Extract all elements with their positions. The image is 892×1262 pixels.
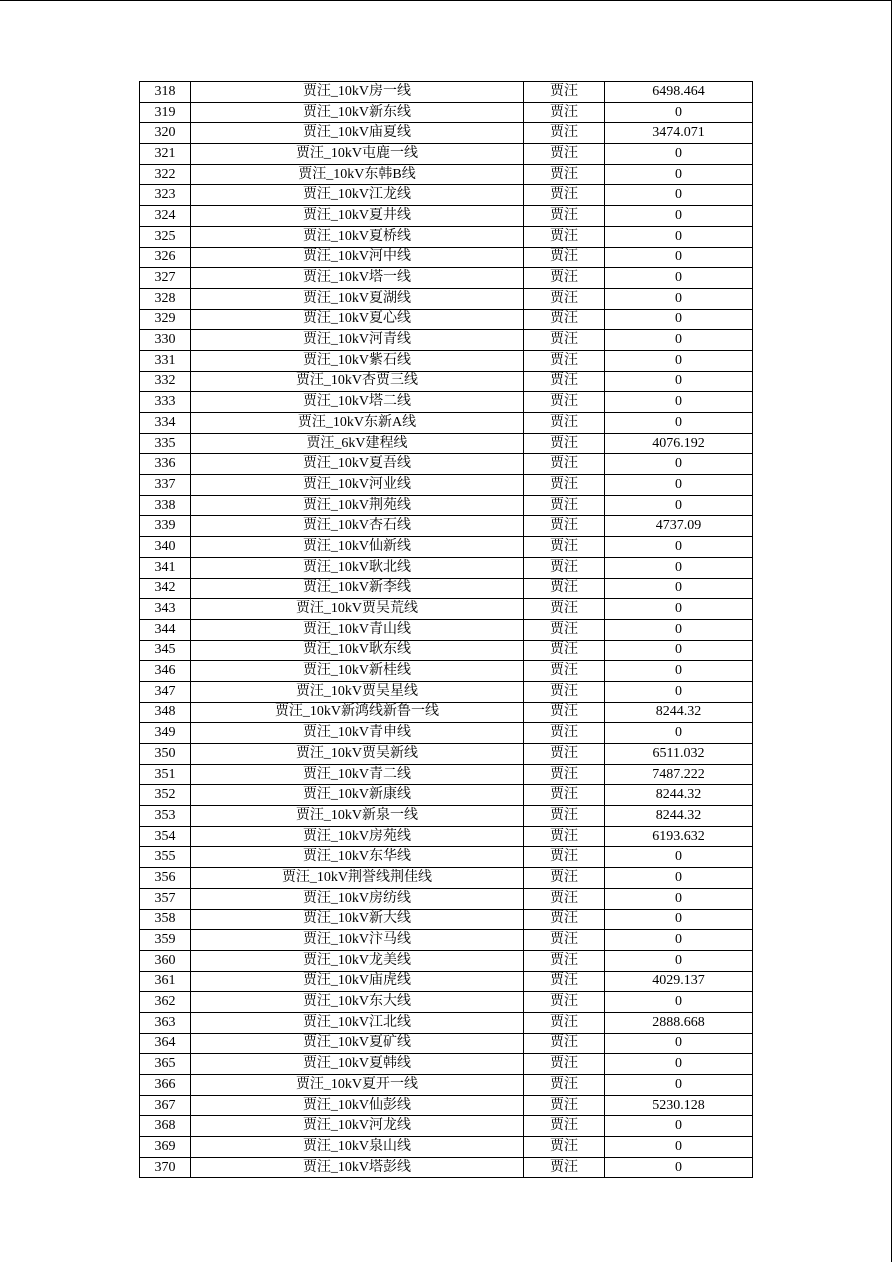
row-number-cell: 356 bbox=[140, 868, 191, 889]
line-name-cell: 贾汪_10kV汴马线 bbox=[191, 930, 524, 951]
row-number-cell: 345 bbox=[140, 640, 191, 661]
row-number-cell: 332 bbox=[140, 371, 191, 392]
table-row bbox=[140, 971, 753, 992]
value-cell: 0 bbox=[605, 185, 753, 206]
row-number-cell: 364 bbox=[140, 1033, 191, 1054]
feeder-table-body bbox=[140, 82, 753, 1178]
row-number-cell: 344 bbox=[140, 619, 191, 640]
table-row bbox=[140, 578, 753, 599]
value-cell: 8244.32 bbox=[605, 702, 753, 723]
line-name-cell: 贾汪_10kV河中线 bbox=[191, 247, 524, 268]
value-cell: 0 bbox=[605, 1033, 753, 1054]
value-cell: 0 bbox=[605, 371, 753, 392]
line-name-cell: 贾汪_10kV杏石线 bbox=[191, 516, 524, 537]
row-number-cell: 339 bbox=[140, 516, 191, 537]
table-row bbox=[140, 744, 753, 765]
station-cell: 贾汪 bbox=[524, 185, 605, 206]
row-number-cell: 360 bbox=[140, 950, 191, 971]
table-row bbox=[140, 392, 753, 413]
table-row bbox=[140, 102, 753, 123]
station-cell: 贾汪 bbox=[524, 413, 605, 434]
line-name-cell: 贾汪_6kV建程线 bbox=[191, 433, 524, 454]
line-name-cell: 贾汪_10kV新东线 bbox=[191, 102, 524, 123]
row-number-cell: 333 bbox=[140, 392, 191, 413]
row-number-cell: 347 bbox=[140, 681, 191, 702]
table-row bbox=[140, 1095, 753, 1116]
line-name-cell: 贾汪_10kV夏桥线 bbox=[191, 226, 524, 247]
row-number-cell: 324 bbox=[140, 206, 191, 227]
line-name-cell: 贾汪_10kV东大线 bbox=[191, 992, 524, 1013]
row-number-cell: 359 bbox=[140, 930, 191, 951]
line-name-cell: 贾汪_10kV塔二线 bbox=[191, 392, 524, 413]
station-cell: 贾汪 bbox=[524, 82, 605, 103]
value-cell: 4076.192 bbox=[605, 433, 753, 454]
value-cell: 0 bbox=[605, 661, 753, 682]
station-cell: 贾汪 bbox=[524, 847, 605, 868]
row-number-cell: 320 bbox=[140, 123, 191, 144]
value-cell: 0 bbox=[605, 1054, 753, 1075]
row-number-cell: 354 bbox=[140, 826, 191, 847]
line-name-cell: 贾汪_10kV房一线 bbox=[191, 82, 524, 103]
table-row bbox=[140, 681, 753, 702]
row-number-cell: 355 bbox=[140, 847, 191, 868]
line-name-cell: 贾汪_10kV夏开一线 bbox=[191, 1075, 524, 1096]
station-cell: 贾汪 bbox=[524, 1054, 605, 1075]
value-cell: 0 bbox=[605, 247, 753, 268]
table-row bbox=[140, 764, 753, 785]
value-cell: 0 bbox=[605, 681, 753, 702]
value-cell: 0 bbox=[605, 619, 753, 640]
line-name-cell: 贾汪_10kV新大线 bbox=[191, 909, 524, 930]
table-row bbox=[140, 992, 753, 1013]
table-row bbox=[140, 350, 753, 371]
row-number-cell: 368 bbox=[140, 1116, 191, 1137]
table-row bbox=[140, 806, 753, 827]
value-cell: 0 bbox=[605, 992, 753, 1013]
line-name-cell: 贾汪_10kV夏矿线 bbox=[191, 1033, 524, 1054]
row-number-cell: 334 bbox=[140, 413, 191, 434]
station-cell: 贾汪 bbox=[524, 764, 605, 785]
station-cell: 贾汪 bbox=[524, 475, 605, 496]
value-cell: 0 bbox=[605, 392, 753, 413]
row-number-cell: 331 bbox=[140, 350, 191, 371]
row-number-cell: 357 bbox=[140, 888, 191, 909]
value-cell: 0 bbox=[605, 909, 753, 930]
row-number-cell: 319 bbox=[140, 102, 191, 123]
station-cell: 贾汪 bbox=[524, 930, 605, 951]
table-row bbox=[140, 1054, 753, 1075]
line-name-cell: 贾汪_10kV贾吴荒线 bbox=[191, 599, 524, 620]
value-cell: 6498.464 bbox=[605, 82, 753, 103]
value-cell: 0 bbox=[605, 495, 753, 516]
value-cell: 0 bbox=[605, 1075, 753, 1096]
row-number-cell: 341 bbox=[140, 557, 191, 578]
row-number-cell: 322 bbox=[140, 164, 191, 185]
station-cell: 贾汪 bbox=[524, 1033, 605, 1054]
line-name-cell: 贾汪_10kV江龙线 bbox=[191, 185, 524, 206]
row-number-cell: 336 bbox=[140, 454, 191, 475]
table-row bbox=[140, 1033, 753, 1054]
station-cell: 贾汪 bbox=[524, 288, 605, 309]
table-row bbox=[140, 847, 753, 868]
row-number-cell: 362 bbox=[140, 992, 191, 1013]
station-cell: 贾汪 bbox=[524, 1075, 605, 1096]
table-row bbox=[140, 475, 753, 496]
station-cell: 贾汪 bbox=[524, 1012, 605, 1033]
line-name-cell: 贾汪_10kV房苑线 bbox=[191, 826, 524, 847]
table-row bbox=[140, 144, 753, 165]
station-cell: 贾汪 bbox=[524, 268, 605, 289]
row-number-cell: 342 bbox=[140, 578, 191, 599]
row-number-cell: 358 bbox=[140, 909, 191, 930]
value-cell: 8244.32 bbox=[605, 806, 753, 827]
station-cell: 贾汪 bbox=[524, 619, 605, 640]
station-cell: 贾汪 bbox=[524, 309, 605, 330]
station-cell: 贾汪 bbox=[524, 537, 605, 558]
value-cell: 0 bbox=[605, 454, 753, 475]
row-number-cell: 366 bbox=[140, 1075, 191, 1096]
row-number-cell: 365 bbox=[140, 1054, 191, 1075]
line-name-cell: 贾汪_10kV新鸿线新鲁一线 bbox=[191, 702, 524, 723]
line-name-cell: 贾汪_10kV贾吴星线 bbox=[191, 681, 524, 702]
station-cell: 贾汪 bbox=[524, 516, 605, 537]
row-number-cell: 325 bbox=[140, 226, 191, 247]
value-cell: 0 bbox=[605, 206, 753, 227]
table-row bbox=[140, 309, 753, 330]
station-cell: 贾汪 bbox=[524, 102, 605, 123]
value-cell: 0 bbox=[605, 578, 753, 599]
table-row bbox=[140, 537, 753, 558]
row-number-cell: 352 bbox=[140, 785, 191, 806]
row-number-cell: 349 bbox=[140, 723, 191, 744]
station-cell: 贾汪 bbox=[524, 744, 605, 765]
station-cell: 贾汪 bbox=[524, 144, 605, 165]
station-cell: 贾汪 bbox=[524, 495, 605, 516]
line-name-cell: 贾汪_10kV荆苑线 bbox=[191, 495, 524, 516]
line-name-cell: 贾汪_10kV耿东线 bbox=[191, 640, 524, 661]
value-cell: 6511.032 bbox=[605, 744, 753, 765]
table-row bbox=[140, 123, 753, 144]
value-cell: 0 bbox=[605, 226, 753, 247]
station-cell: 贾汪 bbox=[524, 806, 605, 827]
table-row bbox=[140, 909, 753, 930]
table-row bbox=[140, 1157, 753, 1178]
station-cell: 贾汪 bbox=[524, 330, 605, 351]
value-cell: 0 bbox=[605, 868, 753, 889]
table-row bbox=[140, 930, 753, 951]
station-cell: 贾汪 bbox=[524, 1116, 605, 1137]
line-name-cell: 贾汪_10kV贾吴新线 bbox=[191, 744, 524, 765]
line-name-cell: 贾汪_10kV屯鹿一线 bbox=[191, 144, 524, 165]
line-name-cell: 贾汪_10kV东韩B线 bbox=[191, 164, 524, 185]
table-row bbox=[140, 723, 753, 744]
value-cell: 0 bbox=[605, 1137, 753, 1158]
row-number-cell: 350 bbox=[140, 744, 191, 765]
row-number-cell: 323 bbox=[140, 185, 191, 206]
line-name-cell: 贾汪_10kV夏吾线 bbox=[191, 454, 524, 475]
row-number-cell: 369 bbox=[140, 1137, 191, 1158]
row-number-cell: 335 bbox=[140, 433, 191, 454]
table-row bbox=[140, 557, 753, 578]
table-row bbox=[140, 826, 753, 847]
table-row bbox=[140, 640, 753, 661]
line-name-cell: 贾汪_10kV新泉一线 bbox=[191, 806, 524, 827]
value-cell: 6193.632 bbox=[605, 826, 753, 847]
value-cell: 0 bbox=[605, 288, 753, 309]
station-cell: 贾汪 bbox=[524, 392, 605, 413]
table-row bbox=[140, 888, 753, 909]
station-cell: 贾汪 bbox=[524, 599, 605, 620]
table-row bbox=[140, 268, 753, 289]
station-cell: 贾汪 bbox=[524, 661, 605, 682]
station-cell: 贾汪 bbox=[524, 371, 605, 392]
value-cell: 0 bbox=[605, 537, 753, 558]
line-name-cell: 贾汪_10kV江北线 bbox=[191, 1012, 524, 1033]
line-name-cell: 贾汪_10kV夏心线 bbox=[191, 309, 524, 330]
row-number-cell: 353 bbox=[140, 806, 191, 827]
station-cell: 贾汪 bbox=[524, 888, 605, 909]
line-name-cell: 贾汪_10kV龙美线 bbox=[191, 950, 524, 971]
value-cell: 0 bbox=[605, 350, 753, 371]
line-name-cell: 贾汪_10kV仙彭线 bbox=[191, 1095, 524, 1116]
table-row bbox=[140, 164, 753, 185]
value-cell: 3474.071 bbox=[605, 123, 753, 144]
line-name-cell: 贾汪_10kV东新A线 bbox=[191, 413, 524, 434]
value-cell: 0 bbox=[605, 930, 753, 951]
row-number-cell: 338 bbox=[140, 495, 191, 516]
line-name-cell: 贾汪_10kV河龙线 bbox=[191, 1116, 524, 1137]
row-number-cell: 329 bbox=[140, 309, 191, 330]
station-cell: 贾汪 bbox=[524, 909, 605, 930]
table-row bbox=[140, 950, 753, 971]
value-cell: 0 bbox=[605, 1157, 753, 1178]
line-name-cell: 贾汪_10kV房纺线 bbox=[191, 888, 524, 909]
value-cell: 0 bbox=[605, 413, 753, 434]
table-row bbox=[140, 599, 753, 620]
value-cell: 0 bbox=[605, 268, 753, 289]
line-name-cell: 贾汪_10kV青申线 bbox=[191, 723, 524, 744]
value-cell: 7487.222 bbox=[605, 764, 753, 785]
value-cell: 0 bbox=[605, 144, 753, 165]
table-row bbox=[140, 1075, 753, 1096]
station-cell: 贾汪 bbox=[524, 640, 605, 661]
line-name-cell: 贾汪_10kV夏湖线 bbox=[191, 288, 524, 309]
line-name-cell: 贾汪_10kV庙虎线 bbox=[191, 971, 524, 992]
station-cell: 贾汪 bbox=[524, 454, 605, 475]
station-cell: 贾汪 bbox=[524, 723, 605, 744]
line-name-cell: 贾汪_10kV庙夏线 bbox=[191, 123, 524, 144]
value-cell: 8244.32 bbox=[605, 785, 753, 806]
line-name-cell: 贾汪_10kV塔一线 bbox=[191, 268, 524, 289]
table-row bbox=[140, 247, 753, 268]
station-cell: 贾汪 bbox=[524, 868, 605, 889]
row-number-cell: 351 bbox=[140, 764, 191, 785]
table-row bbox=[140, 330, 753, 351]
value-cell: 0 bbox=[605, 309, 753, 330]
line-name-cell: 贾汪_10kV耿北线 bbox=[191, 557, 524, 578]
table-row bbox=[140, 185, 753, 206]
line-name-cell: 贾汪_10kV荆誉线荆佳线 bbox=[191, 868, 524, 889]
line-name-cell: 贾汪_10kV新康线 bbox=[191, 785, 524, 806]
row-number-cell: 370 bbox=[140, 1157, 191, 1178]
station-cell: 贾汪 bbox=[524, 785, 605, 806]
table-row bbox=[140, 1137, 753, 1158]
station-cell: 贾汪 bbox=[524, 226, 605, 247]
value-cell: 0 bbox=[605, 847, 753, 868]
row-number-cell: 346 bbox=[140, 661, 191, 682]
station-cell: 贾汪 bbox=[524, 702, 605, 723]
row-number-cell: 321 bbox=[140, 144, 191, 165]
station-cell: 贾汪 bbox=[524, 433, 605, 454]
row-number-cell: 326 bbox=[140, 247, 191, 268]
table-row bbox=[140, 82, 753, 103]
table-row bbox=[140, 702, 753, 723]
row-number-cell: 328 bbox=[140, 288, 191, 309]
value-cell: 0 bbox=[605, 164, 753, 185]
feeder-table bbox=[139, 81, 753, 1178]
value-cell: 0 bbox=[605, 475, 753, 496]
value-cell: 4029.137 bbox=[605, 971, 753, 992]
table-row bbox=[140, 785, 753, 806]
row-number-cell: 330 bbox=[140, 330, 191, 351]
line-name-cell: 贾汪_10kV夏韩线 bbox=[191, 1054, 524, 1075]
line-name-cell: 贾汪_10kV新李线 bbox=[191, 578, 524, 599]
line-name-cell: 贾汪_10kV青山线 bbox=[191, 619, 524, 640]
line-name-cell: 贾汪_10kV泉山线 bbox=[191, 1137, 524, 1158]
station-cell: 贾汪 bbox=[524, 247, 605, 268]
table-row bbox=[140, 495, 753, 516]
station-cell: 贾汪 bbox=[524, 350, 605, 371]
station-cell: 贾汪 bbox=[524, 206, 605, 227]
line-name-cell: 贾汪_10kV河青线 bbox=[191, 330, 524, 351]
line-name-cell: 贾汪_10kV紫石线 bbox=[191, 350, 524, 371]
line-name-cell: 贾汪_10kV杏贾三线 bbox=[191, 371, 524, 392]
table-row bbox=[140, 288, 753, 309]
row-number-cell: 340 bbox=[140, 537, 191, 558]
value-cell: 0 bbox=[605, 599, 753, 620]
table-row bbox=[140, 516, 753, 537]
station-cell: 贾汪 bbox=[524, 950, 605, 971]
table-row bbox=[140, 371, 753, 392]
value-cell: 5230.128 bbox=[605, 1095, 753, 1116]
row-number-cell: 343 bbox=[140, 599, 191, 620]
station-cell: 贾汪 bbox=[524, 578, 605, 599]
value-cell: 0 bbox=[605, 102, 753, 123]
table-row bbox=[140, 206, 753, 227]
value-cell: 4737.09 bbox=[605, 516, 753, 537]
value-cell: 0 bbox=[605, 723, 753, 744]
row-number-cell: 337 bbox=[140, 475, 191, 496]
line-name-cell: 贾汪_10kV河业线 bbox=[191, 475, 524, 496]
row-number-cell: 367 bbox=[140, 1095, 191, 1116]
value-cell: 0 bbox=[605, 888, 753, 909]
value-cell: 0 bbox=[605, 557, 753, 578]
station-cell: 贾汪 bbox=[524, 971, 605, 992]
table-row bbox=[140, 1116, 753, 1137]
row-number-cell: 318 bbox=[140, 82, 191, 103]
station-cell: 贾汪 bbox=[524, 557, 605, 578]
table-row bbox=[140, 619, 753, 640]
table-row bbox=[140, 226, 753, 247]
row-number-cell: 348 bbox=[140, 702, 191, 723]
line-name-cell: 贾汪_10kV仙新线 bbox=[191, 537, 524, 558]
row-number-cell: 361 bbox=[140, 971, 191, 992]
station-cell: 贾汪 bbox=[524, 826, 605, 847]
table-row bbox=[140, 413, 753, 434]
value-cell: 2888.668 bbox=[605, 1012, 753, 1033]
table-row bbox=[140, 868, 753, 889]
table-row bbox=[140, 1012, 753, 1033]
value-cell: 0 bbox=[605, 640, 753, 661]
station-cell: 贾汪 bbox=[524, 1137, 605, 1158]
station-cell: 贾汪 bbox=[524, 123, 605, 144]
value-cell: 0 bbox=[605, 1116, 753, 1137]
row-number-cell: 363 bbox=[140, 1012, 191, 1033]
station-cell: 贾汪 bbox=[524, 992, 605, 1013]
row-number-cell: 327 bbox=[140, 268, 191, 289]
value-cell: 0 bbox=[605, 950, 753, 971]
station-cell: 贾汪 bbox=[524, 1095, 605, 1116]
table-row bbox=[140, 454, 753, 475]
table-row bbox=[140, 433, 753, 454]
line-name-cell: 贾汪_10kV青二线 bbox=[191, 764, 524, 785]
line-name-cell: 贾汪_10kV东华线 bbox=[191, 847, 524, 868]
line-name-cell: 贾汪_10kV夏井线 bbox=[191, 206, 524, 227]
line-name-cell: 贾汪_10kV新桂线 bbox=[191, 661, 524, 682]
station-cell: 贾汪 bbox=[524, 1157, 605, 1178]
line-name-cell: 贾汪_10kV塔彭线 bbox=[191, 1157, 524, 1178]
value-cell: 0 bbox=[605, 330, 753, 351]
station-cell: 贾汪 bbox=[524, 681, 605, 702]
station-cell: 贾汪 bbox=[524, 164, 605, 185]
table-row bbox=[140, 661, 753, 682]
